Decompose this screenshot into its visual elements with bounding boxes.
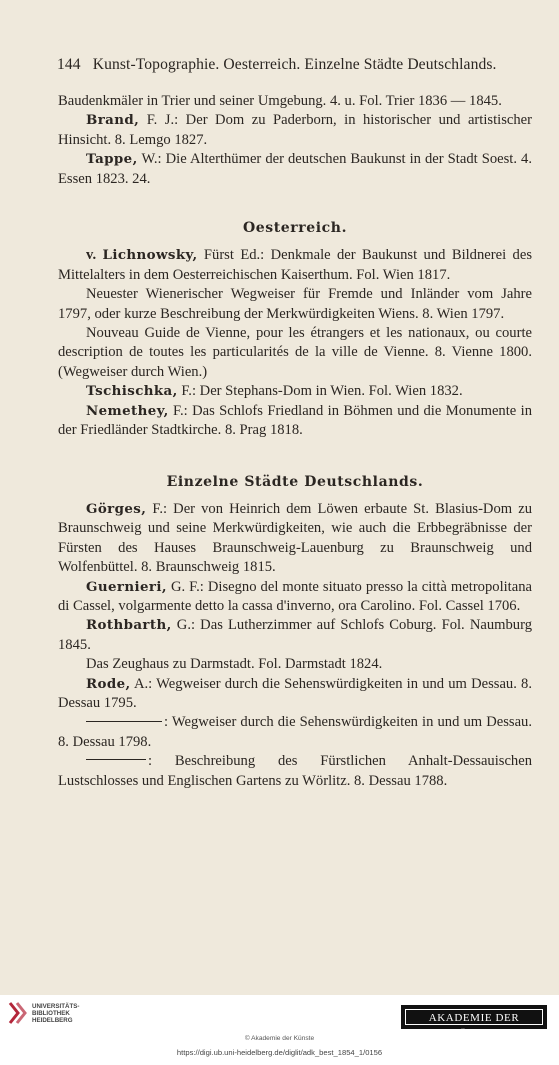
bib-entry: Rothbarth, G.: Das Lutherzimmer auf Schlofs Coburg. Fol. Naumburg 1845. <box>58 617 532 653</box>
section-heading-oesterreich: Oesterreich. <box>242 220 348 237</box>
entry-author: Rode, <box>86 675 131 692</box>
akademie-logo[interactable] <box>401 1005 547 1040</box>
ditto-dash <box>86 759 146 760</box>
bibliography-text <box>58 92 532 791</box>
entry-author: Guernieri, <box>86 578 167 595</box>
page-header <box>57 56 521 74</box>
bib-entry: Neuester Wienerischer Wegweiser für Fremde und Inländer vom Jahre 1797, oder kurze Beschreibung der Merkwürdigkeiten Wiens. 8. Wien 1797. <box>58 286 532 322</box>
page-number: 144 <box>57 56 81 73</box>
university-library-logo[interactable] <box>8 1001 128 1027</box>
bib-entry: Görges, F.: Der von Heinrich dem Löwen erbaute St. Blasius-Dom zu Braunschweig und seine Merkwürdigkeiten, wie auch die Erbbegräbnisse der Fürsten des Hauses Braunschweig-Lauenburg zu Braunschweig und Wolfenbüttel. 8. Braunschweig 1815. <box>58 500 532 576</box>
bib-entry: Das Zeughaus zu Darmstadt. Fol. Darmstadt 1824. <box>86 656 383 673</box>
ditto-dash <box>86 721 162 722</box>
entry-author: Lichnowsky, <box>102 247 198 264</box>
bib-entry: : Beschreibung des Fürstlichen Anhalt-Dessauischen Lustschlosses und Englischen Gartens zu Wörlitz. 8. Dessau 1788. <box>58 753 532 789</box>
bib-entry: Brand, F. J.: Der Dom zu Paderborn, in historischer und artistischer Hinsicht. 8. Lemgo 1827. <box>58 112 532 148</box>
bib-entry: Guernieri, G. F.: Disegno del monte situato presso la città metropolitana di Cassel, volgarmente detto la cassa d'inverno, ora Carolino. Fol. Cassel 1706. <box>58 578 532 614</box>
bib-entry: Nemethey, F.: Das Schlofs Friedland in Böhmen und die Monumente in der Friedländer Stadtkirche. 8. Prag 1818. <box>58 402 532 439</box>
bib-entry: Tappe, W.: Die Alterthümer der deutschen Baukunst in der Stadt Soest. 4. Essen 1823. 24. <box>58 151 532 187</box>
entry-author: Tschischka, <box>86 383 178 400</box>
entry-author: Görges, <box>86 500 147 517</box>
library-emblem-icon <box>8 1001 28 1025</box>
viewer-footer <box>0 995 559 1065</box>
library-name: UNIVERSITÄTS- BIBLIOTHEK HEIDELBERG <box>32 1003 80 1025</box>
section-heading-staedte: Einzelne Städte Deutschlands. <box>166 473 424 490</box>
bib-entry: Nouveau Guide de Vienne, pour les étrangers et les nationaux, ou courte description de toutes les particularités de la ville de Vienne. 8. Vienne 1800. (Wegweiser durch Wien.) <box>58 325 532 380</box>
bib-entry: v. Lichnowsky, Fürst Ed.: Denkmale der Baukunst und Bildnerei des Mittelalters in dem Oesterreichischen Kaiserthum. Fol. Wien 1817. <box>58 247 532 283</box>
akademie-label: AKADEMIE DER KÜNSTE <box>405 1009 543 1025</box>
running-title: Kunst-Topographie. Oesterreich. Einzelne Städte Deutschlands. <box>92 56 497 73</box>
entry-author: Nemethey, <box>86 402 169 419</box>
permalink[interactable]: https://digi.ub.uni-heidelberg.de/diglit/adk_best_1854_1/0156 <box>176 1048 383 1057</box>
bib-entry: : Wegweiser durch die Sehenswürdigkeiten in und um Dessau. 8. Dessau 1798. <box>58 714 532 750</box>
entry-author: Tappe, <box>86 151 138 168</box>
bib-entry: Tschischka, F.: Der Stephans-Dom in Wien. Fol. Wien 1832. <box>86 383 463 400</box>
copyright-notice: © Akademie der Künste <box>244 1035 315 1042</box>
bib-entry: Baudenkmäler in Trier und seiner Umgebung. 4. u. Fol. Trier 1836 — 1845. <box>58 93 502 109</box>
bib-entry: Rode, A.: Wegweiser durch die Sehenswürdigkeiten in und um Dessau. 8. Dessau 1795. <box>58 675 532 711</box>
entry-author: Brand, <box>86 112 140 129</box>
entry-author: Rothbarth, <box>86 617 172 634</box>
